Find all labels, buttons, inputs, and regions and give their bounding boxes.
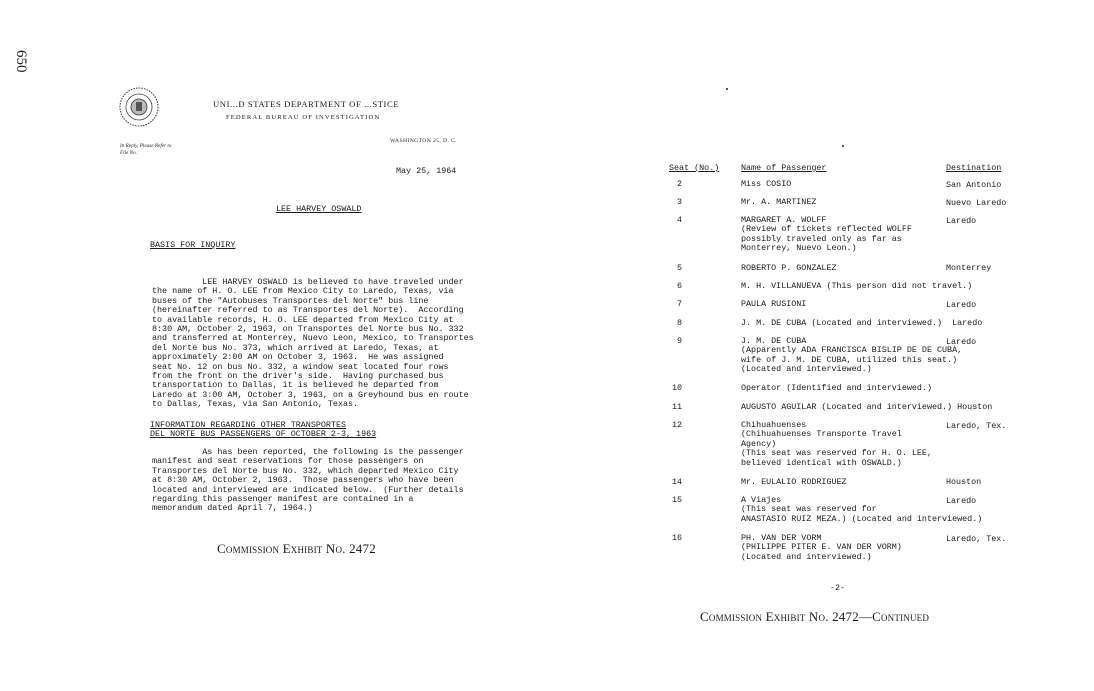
row-destination: Laredo, Tex.: [946, 421, 1007, 431]
row-seat: 7: [676, 299, 682, 309]
row-destination: Nuevo Laredo: [946, 198, 1007, 208]
row-seat: 14: [671, 477, 682, 487]
row-seat: 12: [671, 420, 682, 430]
memo-paragraph-1: LEE HARVEY OSWALD is believed to have traveled under the name of H. O. LEE from Mexico City to Laredo, Texas, via buses of the "Autobuses Transportes del Norte" bus line (hereinafter referred to as Transportes del Norte). According to available records, H. O. LEE departed from Mexico City at 8:30 AM, October 2, 1963, on Transportes del Norte bus No. 332 and transferred at Monterrey, Nuevo Leon, Mexico, to Transportes del Norte bus No. 373, which arrived at Laredo, Texas, at approximately 2:00 AM on October 3, 1963. He was assigned seat No. 12 on bus No. 332, a window seat located four rows from the front on the driver's side. Having purchased bus transportation to Dallas, it is believed he departed from Laredo at 3:00 AM, October 3, 1963, on a Greyhound bus en route to Dallas, Texas, via San Antonio, Texas.: [152, 277, 474, 410]
row-seat: 6: [676, 281, 682, 291]
row-name: Mr. EULALIO RODRIGUEZ: [741, 477, 847, 487]
row-destination: Laredo: [946, 216, 977, 226]
header-destination: Destination: [946, 163, 1002, 173]
page-marker: -2-: [830, 583, 846, 593]
exhibit-caption-right: Commission Exhibit No. 2472—Continued: [700, 609, 930, 624]
memo-date: May 25, 1964: [396, 166, 457, 176]
reply-note: In Reply, Please Refer to File No.: [120, 143, 172, 156]
row-seat: 9: [676, 336, 682, 346]
scan-speck: [726, 88, 728, 90]
row-name: Chihuahuenses (Chihuahuenses Transporte Travel Agency) (This seat was reserved for H. O. LEE, believed identical with OSWALD.): [741, 420, 932, 468]
row-name: AUGUSTO AGUILAR (Located and interviewed.) Houston: [741, 402, 993, 412]
row-name: Miss COSIO: [741, 179, 792, 189]
row-destination: Laredo: [946, 337, 977, 347]
row-seat: 11: [671, 402, 682, 412]
row-seat: 16: [671, 533, 682, 543]
row-seat: 3: [676, 197, 682, 207]
row-destination: Monterrey: [946, 263, 992, 273]
row-seat: 2: [676, 179, 682, 189]
row-name: Operator (Identified and interviewed.): [741, 383, 932, 393]
page-number: 650: [13, 50, 29, 73]
info-heading: INFORMATION REGARDING OTHER TRANSPORTES DEL NORTE BUS PASSENGERS OF OCTOBER 2-3, 1963: [150, 420, 377, 440]
row-destination: Laredo: [946, 300, 977, 310]
row-seat: 5: [676, 263, 682, 273]
row-name: A Viajes (This seat was reserved for ANASTASIO RUIZ MEZA.) (Located and interviewed.): [741, 495, 983, 524]
row-name: J. M. DE CUBA (Apparently ADA FRANCISCA BISLIP DE DE CUBA, wife of J. M. DE CUBA, utilized this seat.) (Located and interviewed.): [741, 336, 963, 375]
row-seat: 8: [676, 318, 682, 328]
memo-paragraph-2: As has been reported, the following is the passenger manifest and seat reservations for those passengers on Transportes del Norte bus No. 332, which departed Mexico City at 8:30 AM, October 2, 1963. Those passengers who have been located and interviewed are indicated below. (Further details regarding this passenger manifest are contained in a memorandum dated April 7, 1964.): [152, 447, 464, 514]
row-destination: Laredo: [946, 496, 977, 506]
row-destination: San Antonio: [946, 180, 1002, 190]
row-seat: 4: [676, 215, 682, 225]
basis-heading: BASIS FOR INQUIRY: [150, 240, 236, 250]
bureau-heading: FEDERAL BUREAU OF INVESTIGATION: [226, 114, 381, 121]
row-name: ROBERTO P. GONZALEZ: [741, 263, 837, 273]
row-destination: Laredo, Tex.: [946, 534, 1007, 544]
exhibit-caption-left: Commission Exhibit No. 2472: [217, 541, 376, 556]
header-name: Name of Passenger: [741, 163, 827, 173]
fbi-seal-icon: [118, 86, 160, 128]
row-name: PH. VAN DER VORM (PHILIPPE PITER E. VAN DER VORM) (Located and interviewed.): [741, 533, 902, 562]
row-seat: 15: [671, 495, 682, 505]
row-seat: 10: [671, 383, 682, 393]
department-heading: UNI...D STATES DEPARTMENT OF ...STICE: [213, 99, 400, 109]
row-name: M. H. VILLANUEVA (This person did not travel.): [741, 281, 973, 291]
row-name: Mr. A. MARTINEZ: [741, 197, 817, 207]
memo-subject: LEE HARVEY OSWALD: [276, 204, 362, 214]
scan-speck: [842, 145, 844, 147]
row-name: MARGARET A. WOLFF (Review of tickets reflected WOLFF possibly traveled only as far as Monterrey, Nuevo Leon.): [741, 215, 912, 254]
header-seat: Seat (No.): [669, 163, 720, 173]
row-destination: Houston: [946, 477, 982, 487]
letterhead-address: WASHINGTON 25, D. C.: [390, 138, 457, 144]
row-name: PAULA RUSIONI: [741, 299, 807, 309]
row-name: J. M. DE CUBA (Located and interviewed.) Laredo: [741, 318, 983, 328]
